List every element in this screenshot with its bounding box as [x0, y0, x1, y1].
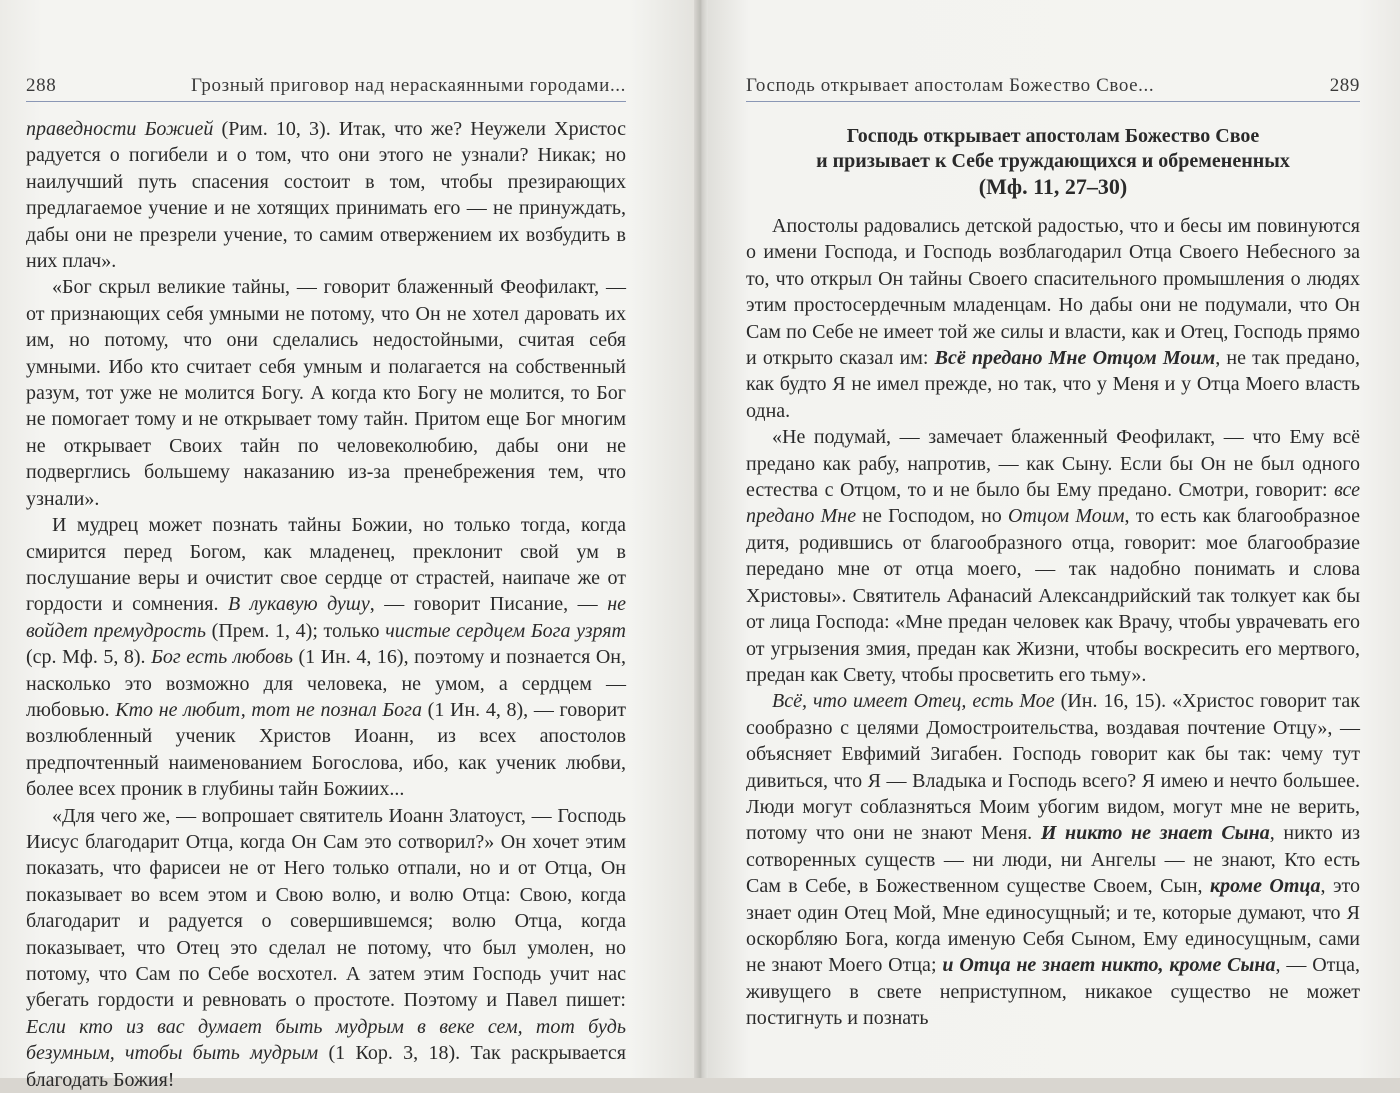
- left-running-title: Грозный приговор над нераскаянными городами...: [191, 75, 626, 96]
- left-running-head: [26, 70, 626, 102]
- chapter-heading-line-2: и призывает к Себе труждающихся и обремененных: [816, 150, 1290, 172]
- left-paragraph-2: «Бог скрыл великие тайны, — говорит блаженный Феофилакт, — от признающих себя умными не потому, что Он не хотел даровать их им, но потому, что они сделались недостойными, считая себя умными. Ибо кто считает себя умным и полагается на собственный разум, тот уже не молится Богу. А когда кто Богу не молится, то Бог не помогает тому и не открывает тому тайн. Притом еще Бог многим не открывает Своих тайн по человеколюбию, дабы они не подверглись большему наказанию из-за пренебрежения тем, что узнали».: [26, 276, 626, 510]
- right-paragraph-3: Всё, что имеет Отец, есть Мое (Ин. 16, 15). «Христос говорит так сообразно с целями Домостроительства, воздавая почтение Отцу», — объясняет Евфимий Зигабен. Господь говорит как бы так: чему тут дивиться, что Я — Владыка и Господь всего? Я имею и нечто большее. Люди могут соблазняться Моим убогим видом, могут мне не верить, потому что они не знают Меня. И никто не знает Сына, никто из сотворенных существ — ни люди, ни Ангелы — не знают, Кто есть Сам в Себе, в Божественном существе Своем, Сын, кроме Отца, это знает один Отец Мой, Мне единосущный; и те, которые думают, что Я оскорбляю Бога, когда именую Себя Сыном, Ему единосущным, сами не знают Моего Отца; и Отца не знает никто, кроме Сына, — Отца, живущего в свете неприступном, никакое существо не может постигнуть и познать: [746, 690, 1361, 1030]
- left-page: [0, 0, 700, 1091]
- right-body-text: [746, 124, 1360, 1032]
- left-paragraph-4: «Для чего же, — вопрошает святитель Иоанн Златоуст, — Господь Иисус благодарит Отца, когда Он Сам это сотворил?» Он хочет этим показать, что фарисеи не от Него только отпали, но и от Отца, Он показывает во всем этом и Свою волю, и волю Отца: Свою, когда благодарит и радуется о совершившемся; волю Отца, когда показывает, что Отец это сделал не потому, что был умолен, но потому, что Сам по Себе восхотел. А затем этим Господь учит нас убегать гордости и ревновать о простоте. Поэтому и Павел пишет: Если кто из вас думает быть мудрым в веке сем, тот будь безумным, чтобы быть мудрым (1 Кор. 3, 18). Так раскрывается благодать Божия!: [26, 804, 626, 1091]
- left-page-number: 288: [26, 75, 57, 96]
- right-running-title: Господь открывает апостолам Божество Свое...: [746, 75, 1155, 96]
- book-gutter: [694, 0, 708, 1078]
- left-paragraph-1: праведности Божией (Рим. 10, 3). Итак, что же? Неужели Христос радуется о погибели и о том, что они этого не узнали? Никак; но наилучший путь спасения состоит в том, чтобы презирающих предлагаемое учение и не хотящих принимать его — не принуждать, дабы они не презрели учение, то самим отвержением их возбудить в них плач».: [26, 118, 626, 273]
- right-page-number: 289: [1329, 75, 1360, 96]
- right-paragraph-2: «Не подумай, — замечает блаженный Феофилакт, — что Ему всё предано как рабу, напротив, — как Сыну. Если бы Он не был одного естества с Отцом, то и не было бы Ему предано. Смотри, говорит: все предано Мне не Господом, но Отцом Моим, то есть как благообразное дитя, родившись от благообразного отца, говорит: мое благообразие передано мне от отца моего, — так надобно понимать и слова Христовы». Святитель Афанасий Александрийский так толкует как бы от лица Господа: «Мне предан человек как Врачу, чтобы уврачевать его от угрызения змия, предан как Жизни, чтобы воскресить его мертвого, предан как Свету, чтобы просветить его тьму».: [746, 426, 1360, 686]
- chapter-heading: [746, 124, 1360, 199]
- left-paragraph-3: И мудрец может познать тайны Божии, но только тогда, когда смирится перед Богом, как младенец, преклонит свой ум в послушание веры и очистит свое сердце от страстей, наипаче же от гордости и сомнения. В лукавую душу, — говорит Писание, — не войдет премудрость (Прем. 1, 4); только чистые сердцем Бога узрят (ср. Мф. 5, 8). Бог есть любовь (1 Ин. 4, 16), поэтому и познается Он, насколько это возможно для человека, не умом, а сердцем — любовью. Кто не любит, тот не познал Бога (1 Ин. 4, 8), — говорит возлюбленный ученик Христов Иоанн, из всех апостолов предпочтенный наименованием Богослова, ибо, как ученик любви, более всех проник в глубины тайн Божиих...: [26, 514, 627, 801]
- right-paragraph-1: Апостолы радовались детской радостью, что и бесы им повинуются о имени Господа, и Господь возблагодарил Отца Своего Небесного за то, что открыл Он тайны Своего спасительного промышления о людях этим простосердечным младенцам. Но дабы они не подумали, что Он Сам по Себе не имеет той же силы и власти, как и Отец, Господь прямо и открыто сказал им: Всё предано Мне Отцом Моим, не так предано, как будто Я не имел прежде, но так, что у Меня и у Отца Моего власть одна.: [746, 215, 1361, 422]
- chapter-heading-line-1: Господь открывает апостолам Божество Свое: [846, 125, 1260, 147]
- right-running-head: [746, 70, 1360, 102]
- chapter-heading-reference: (Мф. 11, 27–30): [978, 174, 1128, 199]
- left-body-text: [26, 116, 626, 1093]
- right-page: [700, 0, 1400, 1078]
